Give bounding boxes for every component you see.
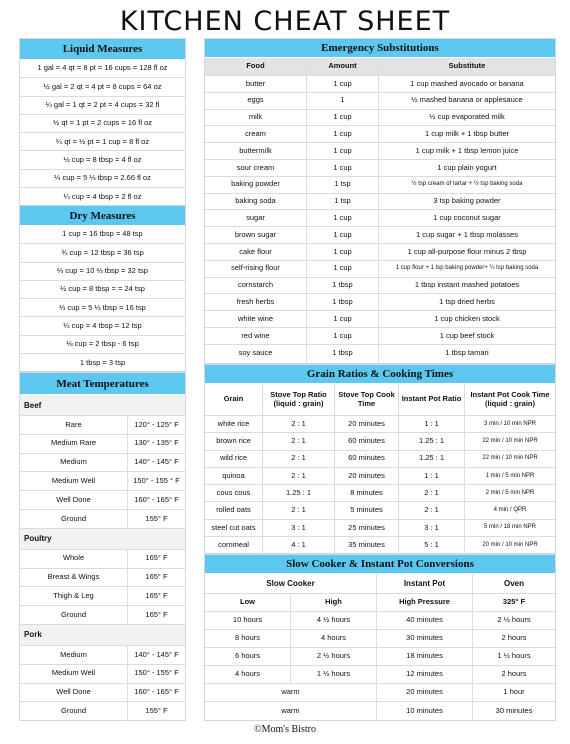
conversion-cell: 1 ½ hours: [291, 666, 377, 683]
table-row: [205, 345, 555, 362]
meat-temperature: 165° F: [145, 590, 168, 600]
amount-cell: 1 cup: [307, 126, 379, 142]
meat-doneness: Medium Well: [20, 472, 128, 490]
slow-cooker-panel: [204, 554, 556, 721]
copyright-footer: ©Mom's Bistro: [254, 724, 316, 735]
substitute-cell: 1 cup milk + 1 tbsp butter: [424, 128, 509, 138]
substitute-cell: 1 cup plain yogurt: [437, 162, 497, 172]
measure-text: ¼ cup = 4 tbsp = 2 fl oz: [63, 191, 142, 201]
conversion-cell: warm: [205, 702, 377, 720]
substitute-cell: ½ tsp cream of tartar + ½ tsp baking soda: [411, 181, 523, 188]
ip-time: 1 min / 5 min NPR: [485, 472, 535, 479]
meat-doneness: Medium Well: [20, 665, 128, 683]
amount-cell: 1 cup: [307, 328, 379, 344]
column-header: Amount: [307, 58, 379, 75]
conversion-cell: 12 minutes: [377, 666, 473, 683]
meat-doneness: Ground: [20, 510, 128, 528]
column-header: Grain: [205, 384, 263, 415]
table-row: [20, 684, 185, 703]
grain-name: steel cut oats: [205, 520, 263, 536]
table-row: [205, 433, 555, 450]
conversion-cell: 18 minutes: [377, 648, 473, 665]
substitute-cell: 1 tbsp instant mashed potatoes: [414, 280, 520, 290]
measure-text: 1 gal = 4 qt = 8 pt = 16 cups = 128 fl oz: [37, 63, 168, 73]
substitute-cell: 1 cup milk + 1 tbsp lemon juice: [415, 145, 519, 155]
meat-group-title: Beef: [20, 395, 185, 416]
dry-measures-panel: [19, 205, 186, 372]
column-header: Instant Pot Cook Time (liquid : grain): [470, 389, 550, 408]
conversion-cell: 2 ½ hours: [497, 615, 531, 625]
measure-text: ¼ qt = ½ pt = 1 cup = 8 fl oz: [55, 136, 150, 146]
ip-time: 5 min / 18 min NPR: [483, 524, 537, 531]
grain-name: cous cous: [205, 485, 263, 501]
table-row: [205, 666, 555, 684]
conversion-cell: 8 hours: [205, 630, 291, 647]
measure-text: ¼ gal = 1 qt = 2 pt = 4 cups = 32 fl: [45, 99, 160, 109]
substitutions-header: Emergency Substitutions: [205, 39, 555, 58]
amount-cell: 1 tbsp: [307, 278, 379, 294]
table-row: [205, 702, 555, 720]
column-header: Stove Top Cook Time: [335, 384, 399, 415]
group-header-row: [205, 574, 555, 594]
ip-ratio: 1.25 : 1: [399, 451, 465, 467]
substitute-cell: ½ mashed banana or applesauce: [411, 95, 523, 105]
table-row: [205, 126, 555, 143]
list-item: [20, 170, 185, 188]
substitute-cell: 1 cup all-purpose flour minus 2 tbsp: [407, 246, 527, 256]
amount-cell: 1 tsp: [307, 177, 379, 193]
list-item: [20, 78, 185, 96]
grain-name: white rice: [205, 416, 263, 432]
meat-temperature: 155° F: [145, 513, 168, 523]
meat-temperature: 165° F: [145, 572, 168, 582]
liquid-measures-panel: [19, 38, 186, 206]
table-row: [20, 472, 185, 491]
stove-ratio: 2 : 1: [263, 433, 335, 449]
list-item: [20, 151, 185, 169]
substitute-cell: 1 cup coconut sugar: [433, 212, 501, 222]
stove-ratio: 3 : 1: [263, 520, 335, 536]
table-row: [205, 502, 555, 519]
food-cell: cream: [205, 126, 307, 142]
measure-text: ¾ cup = 12 tbsp = 36 tsp: [61, 247, 144, 257]
column-header: High: [291, 594, 377, 611]
table-row: [205, 468, 555, 485]
measure-text: ½ qt = 1 pt = 2 cups = 16 fl oz: [52, 118, 153, 128]
table-row: [20, 491, 185, 510]
list-item: [20, 263, 185, 281]
meat-doneness: Well Done: [20, 684, 128, 702]
table-row: [205, 537, 555, 554]
conversion-cell: 40 minutes: [377, 612, 473, 629]
meat-doneness: Rare: [20, 416, 128, 434]
amount-cell: 1 cup: [307, 76, 379, 92]
grain-name: brown rice: [205, 433, 263, 449]
ip-time: 22 min / 10 min NPR: [482, 438, 538, 444]
meat-doneness: Ground: [20, 606, 128, 624]
list-item: [20, 281, 185, 299]
substitute-cell: 1 cup mashed avocado or banana: [410, 78, 524, 88]
table-row: [20, 587, 185, 606]
conversion-cell: 10 minutes: [377, 702, 473, 720]
column-header: Low: [205, 594, 291, 611]
amount-cell: 1 tbsp: [307, 345, 379, 362]
slow-cooker-header: Slow Cooker & Instant Pot Conversions: [205, 555, 555, 574]
column-header: Substitute: [448, 61, 486, 71]
table-row: [205, 648, 555, 666]
ip-time: 2 min / 5 min NPR: [485, 489, 535, 496]
grain-ratios-panel: [204, 364, 556, 554]
table-row: [205, 612, 555, 630]
conversion-cell: 4 hours: [205, 666, 291, 683]
column-header: High Pressure: [377, 594, 473, 611]
meat-group-title: Poultry: [20, 529, 185, 550]
stove-ratio: 4 : 1: [263, 537, 335, 554]
table-row: [205, 520, 555, 537]
stove-time: 60 minutes: [335, 451, 399, 467]
table-row: [20, 646, 185, 665]
table-row: [20, 569, 185, 588]
conversion-cell: 2 hours: [501, 669, 527, 679]
meat-doneness: Breast & Wings: [20, 569, 128, 587]
list-item: [20, 188, 185, 206]
meat-temperature: 140° - 145° F: [134, 649, 179, 659]
list-item: [20, 97, 185, 115]
table-row: [205, 177, 555, 194]
list-item: [20, 299, 185, 317]
stove-time: 25 minutes: [335, 520, 399, 536]
table-row: [205, 143, 555, 160]
measure-text: ⅓ cup = 5 ⅓ tbsp = 16 tsp: [59, 302, 146, 312]
grain-ratios-header: Grain Ratios & Cooking Times: [205, 365, 555, 384]
stove-ratio: 2 : 1: [263, 502, 335, 518]
food-cell: soy sauce: [205, 345, 307, 362]
table-row: [205, 684, 555, 702]
substitute-cell: 1 cup flour + 1 tsp baking powder+ ¼ tsp baking soda: [395, 265, 539, 272]
ip-time: 22 min / 10 min NPR: [482, 455, 538, 462]
stove-ratio: 2 : 1: [263, 416, 335, 432]
table-row: [205, 76, 555, 93]
liquid-measures-header: Liquid Measures: [20, 39, 185, 60]
substitute-cell: 1 tbsp tamari: [445, 347, 489, 357]
conversion-cell: 1 ½ hours: [497, 651, 531, 661]
ip-ratio: 2 : 1: [399, 485, 465, 501]
table-row: [20, 510, 185, 529]
list-item: [20, 60, 185, 78]
conversion-cell: 30 minutes: [377, 630, 473, 647]
table-row: [205, 194, 555, 211]
conversion-cell: 4 ½ hours: [291, 612, 377, 629]
substitute-cell: ½ cup evaporated milk: [429, 112, 505, 122]
amount-cell: 1 tbsp: [307, 294, 379, 310]
table-header-row: [205, 384, 555, 416]
stove-time: 20 minutes: [335, 468, 399, 484]
ip-time: 3 min / 10 min NPR: [483, 420, 537, 427]
measure-text: 1 tbsp = 3 tsp: [79, 357, 126, 367]
ip-ratio: 5 : 1: [399, 537, 465, 554]
food-cell: milk: [205, 110, 307, 126]
ip-ratio: 3 : 1: [399, 520, 465, 536]
stove-ratio: 2 : 1: [263, 468, 335, 484]
conversion-cell: 6 hours: [205, 648, 291, 665]
meat-doneness: Medium: [20, 646, 128, 664]
table-row: [205, 244, 555, 261]
measure-text: 1 cup = 16 tbsp = 48 tsp: [62, 229, 143, 239]
food-cell: cake flour: [205, 244, 307, 260]
meat-group-title: Pork: [20, 625, 185, 646]
list-item: [20, 133, 185, 151]
table-row: [205, 311, 555, 328]
food-cell: cornstarch: [205, 278, 307, 294]
stove-time: 5 minutes: [335, 502, 399, 518]
group-header: Oven: [503, 578, 524, 588]
food-cell: baking soda: [205, 194, 307, 210]
substitute-cell: 1 tsp dried herbs: [439, 296, 495, 306]
food-cell: butter: [205, 76, 307, 92]
meat-temperature: 120° - 125° F: [134, 419, 179, 429]
meat-doneness: Medium Rare: [20, 435, 128, 453]
ip-ratio: 1 : 1: [399, 416, 465, 432]
group-header: Instant Pot: [377, 574, 473, 593]
meat-doneness: Whole: [20, 550, 128, 568]
table-header-row: [205, 594, 555, 612]
meat-temperatures-header: Meat Temperatures: [20, 373, 185, 395]
amount-cell: 1 cup: [307, 227, 379, 243]
amount-cell: 1 cup: [307, 143, 379, 159]
table-row: [205, 294, 555, 311]
ip-ratio: 1 : 1: [399, 468, 465, 484]
table-row: [20, 550, 185, 569]
list-item: [20, 244, 185, 262]
table-row: [205, 416, 555, 433]
meat-temperature: 160° - 165° F: [134, 494, 179, 504]
food-cell: brown sugar: [205, 227, 307, 243]
table-row: [205, 278, 555, 295]
substitute-cell: 1 cup chicken stock: [434, 313, 500, 323]
conversion-cell: 20 minutes: [377, 684, 473, 701]
table-row: [205, 160, 555, 177]
table-row: [205, 630, 555, 648]
stove-ratio: 2 : 1: [263, 451, 335, 467]
ip-ratio: 2 : 1: [399, 502, 465, 518]
meat-temperature: 165° F: [145, 609, 168, 619]
amount-cell: 1 cup: [307, 244, 379, 260]
food-cell: red wine: [205, 328, 307, 344]
food-cell: eggs: [205, 93, 307, 109]
conversion-cell: 2 ½ hours: [291, 648, 377, 665]
food-cell: fresh herbs: [205, 294, 307, 310]
table-row: [20, 454, 185, 473]
food-cell: sour cream: [205, 160, 307, 176]
stove-ratio: 1.25 : 1: [263, 485, 335, 501]
measure-text: ⅓ cup = 5 ⅓ tbsp = 2.66 fl oz: [54, 173, 151, 183]
measure-text: ¼ cup = 4 tbsp = 12 tsp: [63, 320, 142, 330]
ip-ratio: 1.25 : 1: [399, 433, 465, 449]
grain-name: cornmeal: [205, 537, 263, 554]
column-header: Food: [205, 58, 307, 75]
table-row: [205, 110, 555, 127]
food-cell: baking powder: [205, 177, 307, 193]
meat-temperature: 150° - 155° F: [134, 668, 179, 678]
table-row: [20, 702, 185, 721]
conversion-cell: 1 hour: [503, 687, 525, 697]
food-cell: buttermilk: [205, 143, 307, 159]
meat-doneness: Medium: [20, 454, 128, 472]
amount-cell: 1 tsp: [307, 194, 379, 210]
table-row: [20, 665, 185, 684]
stove-time: 8 minutes: [335, 485, 399, 501]
measure-text: ⅛ cup = 2 tbsp - 6 tsp: [66, 339, 139, 349]
grain-name: quinoa: [205, 468, 263, 484]
table-row: [20, 416, 185, 435]
list-item: [20, 115, 185, 133]
measure-text: ½ cup = 8 tbsp = = 24 tsp: [60, 284, 145, 294]
dry-measures-header: Dry Measures: [20, 206, 185, 226]
ip-time: 4 min / QPR: [493, 507, 527, 514]
meat-doneness: Ground: [20, 702, 128, 721]
group-header: Slow Cooker: [205, 574, 377, 593]
table-row: [205, 261, 555, 278]
meat-doneness: Well Done: [20, 491, 128, 509]
meat-temperature: 130° - 135° F: [134, 438, 179, 448]
table-row: [205, 227, 555, 244]
page-title: KITCHEN CHEAT SHEET: [119, 6, 451, 37]
meat-temperature: 160° - 165° F: [134, 687, 179, 697]
substitute-cell: 3 tsp baking powder: [433, 196, 501, 206]
measure-text: ½ gal = 2 qt = 4 pt = 8 cups = 64 oz: [43, 81, 162, 91]
food-cell: sugar: [205, 210, 307, 226]
table-row: [205, 451, 555, 468]
stove-time: 35 minutes: [335, 537, 399, 554]
column-header: 325° F: [502, 597, 526, 607]
meat-temperature: 165° F: [145, 553, 168, 563]
list-item: [20, 336, 185, 354]
amount-cell: 1 cup: [307, 311, 379, 327]
meat-temperatures-panel: [19, 372, 186, 721]
table-row: [205, 328, 555, 345]
amount-cell: 1 cup: [307, 110, 379, 126]
table-row: [20, 435, 185, 454]
substitutions-panel: [204, 38, 556, 364]
stove-time: 60 minutes: [335, 433, 399, 449]
column-header: Instant Pot Ratio: [399, 384, 465, 415]
amount-cell: 1: [307, 93, 379, 109]
substitute-cell: 1 cup sugar + 1 tbsp molasses: [416, 229, 518, 239]
meat-temperature: 155° F: [145, 706, 168, 716]
amount-cell: 1 cup: [307, 261, 379, 277]
ip-time: 20 min / 10 min NPR: [482, 542, 538, 549]
list-item: [20, 317, 185, 335]
meat-temperature: 150° - 155 ° F: [133, 475, 180, 485]
conversion-cell: 2 hours: [501, 633, 527, 643]
stove-time: 20 minutes: [335, 416, 399, 432]
conversion-cell: warm: [205, 684, 377, 701]
food-cell: white wine: [205, 311, 307, 327]
grain-name: wild rice: [205, 451, 263, 467]
list-item: [20, 354, 185, 372]
conversion-cell: 4 hours: [291, 630, 377, 647]
conversion-cell: 10 hours: [205, 612, 291, 629]
list-item: [20, 226, 185, 244]
food-cell: self-rising flour: [205, 261, 307, 277]
table-row: [205, 485, 555, 502]
column-header: Stove Top Ratio (liquid : grain): [263, 384, 335, 415]
table-row: [205, 93, 555, 110]
grain-name: rolled oats: [205, 502, 263, 518]
conversion-cell: 30 minutes: [495, 705, 533, 715]
table-row: [20, 606, 185, 625]
substitute-cell: 1 cup beef stock: [439, 330, 495, 340]
measure-text: ⅔ cup = 10 ⅔ tbsp = 32 tsp: [57, 265, 148, 275]
amount-cell: 1 cup: [307, 210, 379, 226]
meat-temperature: 140° - 145° F: [134, 457, 179, 467]
table-header-row: [205, 58, 555, 76]
table-row: [205, 210, 555, 227]
amount-cell: 1 cup: [307, 160, 379, 176]
meat-doneness: Thigh & Leg: [20, 587, 128, 605]
measure-text: ½ cup = 8 tbsp = 4 fl oz: [63, 154, 142, 164]
